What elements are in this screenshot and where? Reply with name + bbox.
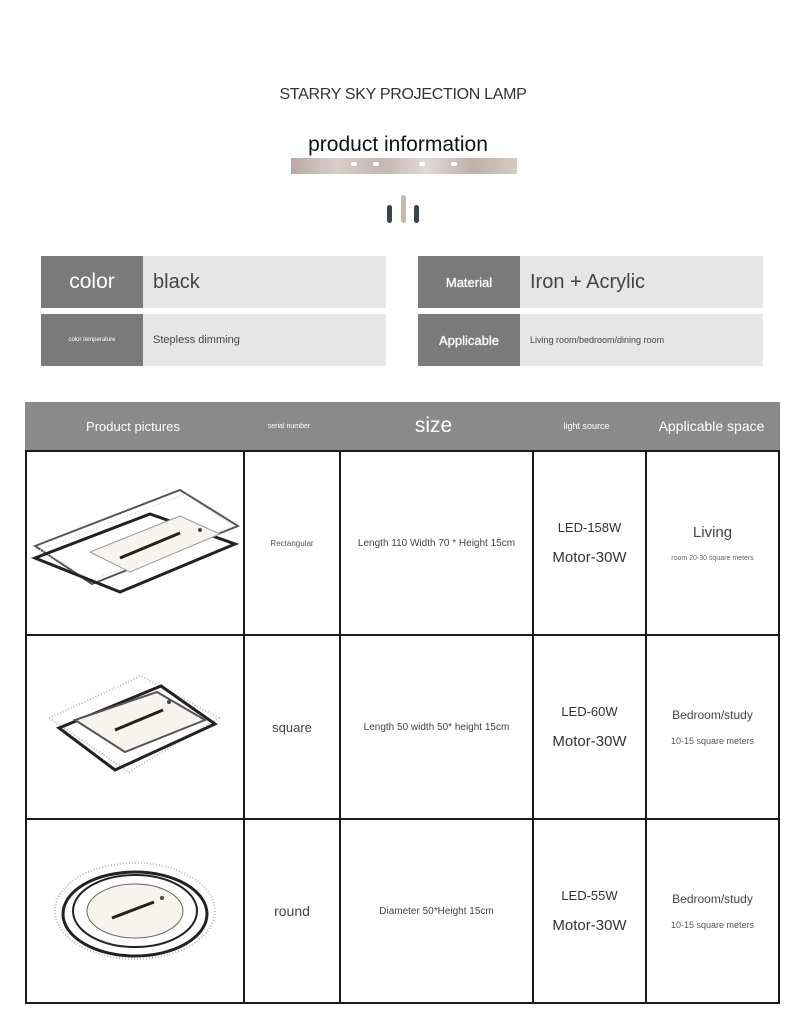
info-label: color [41,256,143,308]
info-applicable [418,314,763,366]
info-color [41,256,386,308]
header-serial-number: serial number [267,422,311,430]
header-product-pictures: Product pictures [86,418,180,434]
space-value: Bedroom/study [672,708,753,722]
table-row [27,634,778,818]
space-detail: room 20-30 square meters [671,555,754,562]
space-value: Living [692,524,733,541]
serial-cell [243,820,339,1002]
size-cell [339,636,532,818]
decorative-banner [291,158,517,174]
led-value: LED-60W [561,704,618,719]
product-picture-cell [27,636,243,818]
space-value: Bedroom/study [672,892,753,906]
serial-value: round [274,903,310,919]
round-lamp-image [27,820,243,1002]
serial-cell [243,636,339,818]
info-value: Stepless dimming [143,314,386,366]
info-color-temperature [41,314,386,366]
size-cell [339,820,532,1002]
square-lamp-image [27,636,243,818]
rectangular-lamp-image [27,452,243,634]
table-body [25,450,780,1004]
info-label: Material [418,256,520,308]
light-source-cell [532,820,645,1002]
page-subtitle: product information [308,133,488,156]
info-label: color temperature [41,314,143,366]
space-cell [645,636,778,818]
led-value: LED-158W [557,520,622,535]
page-title: STARRY SKY PROJECTION LAMP [279,86,527,103]
motor-value: Motor-30W [552,549,627,566]
table-header [25,402,780,450]
light-source-cell [532,452,645,634]
size-value: Length 110 Width 70 * Height 15cm [357,537,516,549]
size-value: Diameter 50*Height 15cm [379,905,494,917]
info-value: black [143,256,386,308]
info-label: Applicable [418,314,520,366]
product-table [25,402,780,1004]
motor-value: Motor-30W [552,733,627,750]
header-applicable-space: Applicable space [658,418,765,434]
space-detail: 10-15 square meters [670,736,755,746]
header-light-source: light source [563,421,610,431]
table-row [27,450,778,634]
led-value: LED-55W [561,888,618,903]
serial-value: square [272,719,312,735]
decorative-pills-icon [387,195,421,223]
header-size: size [414,414,453,437]
product-picture-cell [27,452,243,634]
table-row [27,818,778,1002]
motor-value: Motor-30W [552,917,627,934]
info-value: Iron + Acrylic [520,256,763,308]
space-detail: 10-15 square meters [670,920,755,930]
info-value: Living room/bedroom/dining room [520,314,763,366]
serial-value: Rectangular [270,538,314,548]
space-cell [645,820,778,1002]
space-cell [645,452,778,634]
serial-cell [243,452,339,634]
light-source-cell [532,636,645,818]
size-cell [339,452,532,634]
size-value: Length 50 width 50* height 15cm [363,721,510,733]
product-picture-cell [27,820,243,1002]
info-material [418,256,763,308]
